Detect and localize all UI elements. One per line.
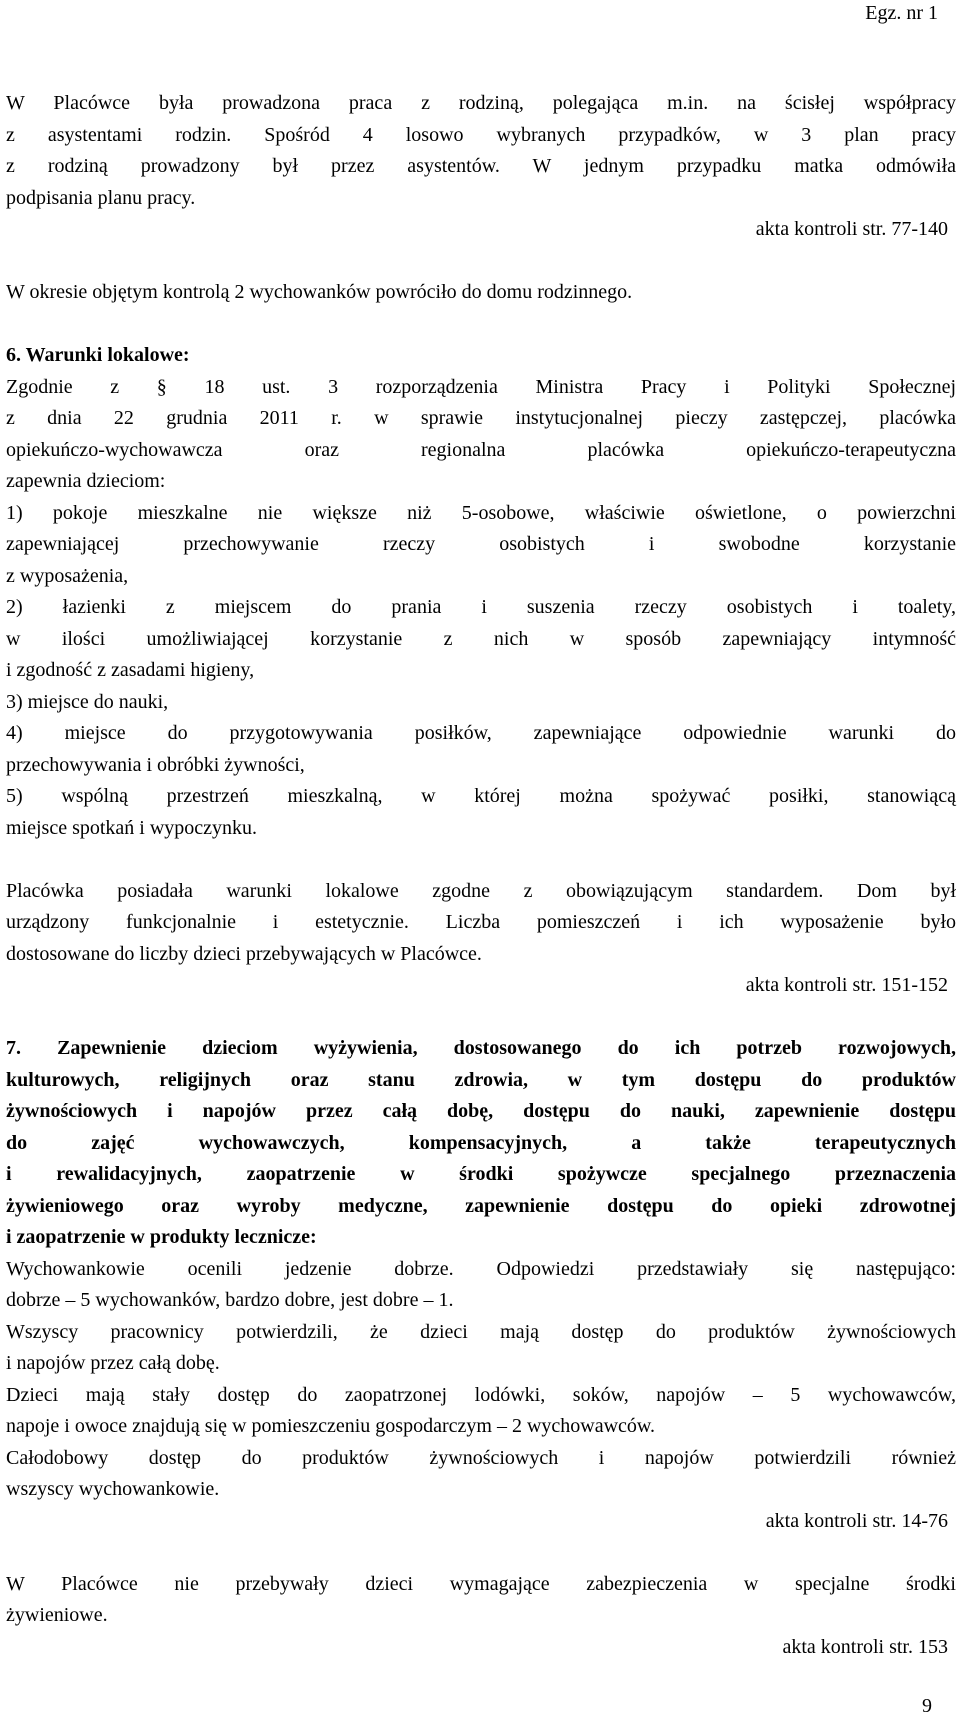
text-line: urządzony funkcjonalnie i estetycznie. Liczba pomieszczeń i ich wyposażenie było — [6, 911, 956, 933]
text-line: przechowywania i obróbki żywności, — [6, 753, 305, 776]
text-line: Zgodnie z § 18 ust. 3 rozporządzenia Ministra Pracy i Polityki Społecznej — [6, 375, 956, 398]
reference-note: akta kontroli str. 14-76 — [765, 1509, 948, 1532]
blank-line — [6, 309, 956, 341]
text-line: z wyposażenia, — [6, 564, 129, 587]
blank-line — [6, 1537, 956, 1569]
section-heading-line: 6. Warunki lokalowe: — [6, 344, 190, 366]
text-line: dobrze – 5 wychowanków, bardzo dobre, jest dobre – 1. — [6, 1289, 454, 1311]
text-line: W Placówce nie przebywały dzieci wymagające zabezpieczenia w specjalne środki — [6, 1572, 956, 1595]
reference-note: akta kontroli str. 153 — [782, 1635, 948, 1658]
text-line: z dnia 22 grudnia 2011 r. w sprawie instytucjonalnej pieczy zastępczej, placówka — [6, 407, 956, 429]
text-line: 5) wspólną przestrzeń mieszkalną, w której można spożywać posiłki, stanowiącą — [6, 785, 956, 807]
text-line: Placówka posiadała warunki lokalowe zgodne z obowiązującym standardem. Dom był — [6, 879, 956, 902]
text-line: i napojów przez całą dobę. — [6, 1352, 220, 1374]
text-line: miejsce spotkań i wypoczynku. — [6, 816, 258, 839]
text-line: 4) miejsce do przygotowywania posiłków, zapewniające odpowiednie warunki do — [6, 722, 956, 744]
text-line: zapewniającej przechowywanie rzeczy osobistych i swobodne korzystanie — [6, 533, 956, 555]
text-line: i zgodność z zasadami higieny, — [6, 659, 255, 681]
reference-note: akta kontroli str. 151-152 — [745, 974, 948, 996]
blank-line — [6, 246, 956, 278]
text-line: Wychowankowie ocenili jedzenie dobrze. Odpowiedzi przedstawiały się następująco: — [6, 1257, 956, 1280]
text-line: napoje i owoce znajdują się w pomieszczeniu gospodarczym – 2 wychowawców. — [6, 1415, 656, 1437]
blank-line — [6, 844, 956, 876]
section-heading-line: i zaopatrzenie w produkty lecznicze: — [6, 1226, 317, 1248]
page-number: 9 — [922, 1695, 932, 1717]
text-line: wszyscy wychowankowie. — [6, 1478, 220, 1500]
text-line: zapewnia dzieciom: — [6, 470, 166, 492]
section-heading-line: żywieniowego oraz wyroby medyczne, zapewnienie dostępu do opieki zdrowotnej — [6, 1194, 956, 1217]
text-line: Dzieci mają stały dostęp do zaopatrzonej lodówki, soków, napojów – 5 wychowawców, — [6, 1383, 956, 1406]
text-line: żywieniowe. — [6, 1604, 108, 1626]
section-heading-line: 7. Zapewnienie dzieciom wyżywienia, dostosowanego do ich potrzeb rozwojowych, — [6, 1037, 956, 1059]
text-line: w ilości umożliwiającej korzystanie z nich w sposób zapewniający intymność — [6, 627, 956, 650]
text-line: W Placówce była prowadzona praca z rodziną, polegająca m.in. na ścisłej współpracy — [6, 92, 956, 114]
text-line: 2) łazienki z miejscem do prania i suszenia rzeczy osobistych i toalety, — [6, 596, 956, 618]
section-heading-line: żywnościowych i napojów przez całą dobę, dostępu do nauki, zapewnienie dostępu — [6, 1100, 956, 1122]
text-line: W okresie objętym kontrolą 2 wychowanków powróciło do domu rodzinnego. — [6, 281, 633, 303]
section-heading-line: i rewalidacyjnych, zaopatrzenie w środki spożywcze specjalnego przeznaczenia — [6, 1163, 956, 1185]
section-heading-line: do zajęć wychowawczych, kompensacyjnych, a także terapeutycznych — [6, 1131, 956, 1154]
page-header-label: Egz. nr 1 — [865, 2, 938, 24]
text-line: Całodobowy dostęp do produktów żywnościowych i napojów potwierdzili również — [6, 1446, 956, 1469]
text-line: opiekuńczo-wychowawcza oraz regionalna placówka opiekuńczo-terapeutyczna — [6, 438, 956, 461]
reference-note: akta kontroli str. 77-140 — [755, 218, 948, 240]
text-line: z rodziną prowadzony był przez asystentów. W jednym przypadku matka odmówiła — [6, 155, 956, 177]
section-heading-line: kulturowych, religijnych oraz stanu zdrowia, w tym dostępu do produktów — [6, 1068, 956, 1091]
text-line: Wszyscy pracownicy potwierdzili, że dzieci mają dostęp do produktów żywnościowych — [6, 1320, 956, 1343]
text-line: 1) pokoje mieszkalne nie większe niż 5-osobowe, właściwie oświetlone, o powierzchni — [6, 501, 956, 524]
blank-line — [6, 1002, 956, 1034]
text-line: podpisania planu pracy. — [6, 186, 196, 209]
text-line: z asystentami rodzin. Spośród 4 losowo wybranych przypadków, w 3 plan pracy — [6, 123, 956, 146]
document-body — [6, 88, 956, 1663]
text-line: 3) miejsce do nauki, — [6, 690, 169, 713]
text-line: dostosowane do liczby dzieci przebywających w Placówce. — [6, 942, 482, 965]
